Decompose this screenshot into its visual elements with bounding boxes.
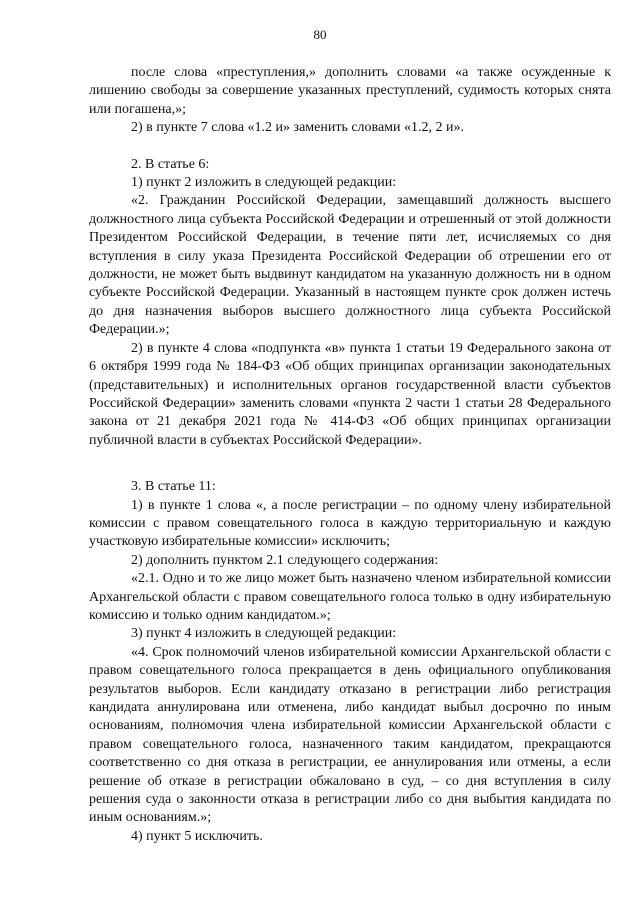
- page-number: 80: [313, 27, 327, 42]
- paragraph: 2) дополнить пунктом 2.1 следующего содержания:: [131, 552, 439, 568]
- spacer: [89, 138, 611, 156]
- paragraph: «2. Гражданин Российской Федерации, замещавший должность высшего должностного лица субъекта Российской Федерации и отрешенный от этой должности Президентом Российской Федерации, в течение пяти лет, исчисляемых со дня вступления в силу указа Президента Российской Федерации об отрешении его от должности, не может быть выдвинут кандидатом на указанную должность ни в одном субъекте Российской Федерации. Указанный в настоящем пункте срок должен истечь до дня назначения выборов высшего должностного лица субъекта Российской Федерации.»;: [89, 193, 611, 338]
- article-heading: 2. В статье 6:: [131, 156, 210, 172]
- paragraph: 3) пункт 4 изложить в следующей редакции:: [131, 626, 397, 642]
- paragraph: «2.1. Одно и то же лицо может быть назначено членом избирательной комиссии Архангельской области с правом совещательного голоса только в одну избирательную комиссию и только одним кандидатом.»;: [89, 571, 611, 623]
- paragraph: 4) пункт 5 исключить.: [131, 828, 263, 844]
- paragraph: 2) в пункте 7 слова «1.2 и» заменить словами «1.2, 2 и».: [131, 120, 465, 136]
- spacer: [89, 450, 611, 478]
- paragraph: 1) пункт 2 изложить в следующей редакции:: [131, 175, 397, 191]
- paragraph: 2) в пункте 4 слова «подпункта «в» пункта 1 статьи 19 Федерального закона от 6 октября 1999 года № 184-ФЗ «Об общих принципах организации законодательных (представительных) и исполнительных органов государственной власти субъектов Российской Федерации» заменить словами «пункта 2 части 1 статьи 28 Федерального закона от 21 декабря 2021 года № 414-ФЗ «Об общих принципах организации публичной власти в субъектах Российской Федерации».: [89, 340, 611, 448]
- article-heading: 3. В статье 11:: [131, 479, 216, 495]
- paragraph: «4. Срок полномочий членов избирательной комиссии Архангельской области с правом совещательного голоса прекращается в день официального опубликования результатов выборов. Если кандидату отказано в регистрации либо регистрация кандидата аннулирована или отменена, либо кандидат выбыл досрочно по иным основаниям, полномочия члена избирательной комиссии Архангельской области с правом совещательного голоса, назначенного таким кандидатом, прекращаются соответственно со дня отказа в регистрации, ее аннулирования или отмены, а если решение об отказе в регистрации обжаловано в суд, – со дня вступления в силу решения суда о законности отказа в регистрации либо со дня выбытия кандидата по иным основаниям.»;: [89, 644, 611, 826]
- document-body: [89, 64, 611, 846]
- paragraph: 1) в пункте 1 слова «, а после регистрации – по одному члену избирательной комиссии с правом совещательного голоса в каждую территориальную и каждую участковую избирательные комиссии» исключить;: [89, 497, 611, 550]
- paragraph: после слова «преступления,» дополнить словами «а также осужденные к лишению свободы за совершение указанных преступлений, судимость которых снята или погашена,»;: [89, 65, 611, 117]
